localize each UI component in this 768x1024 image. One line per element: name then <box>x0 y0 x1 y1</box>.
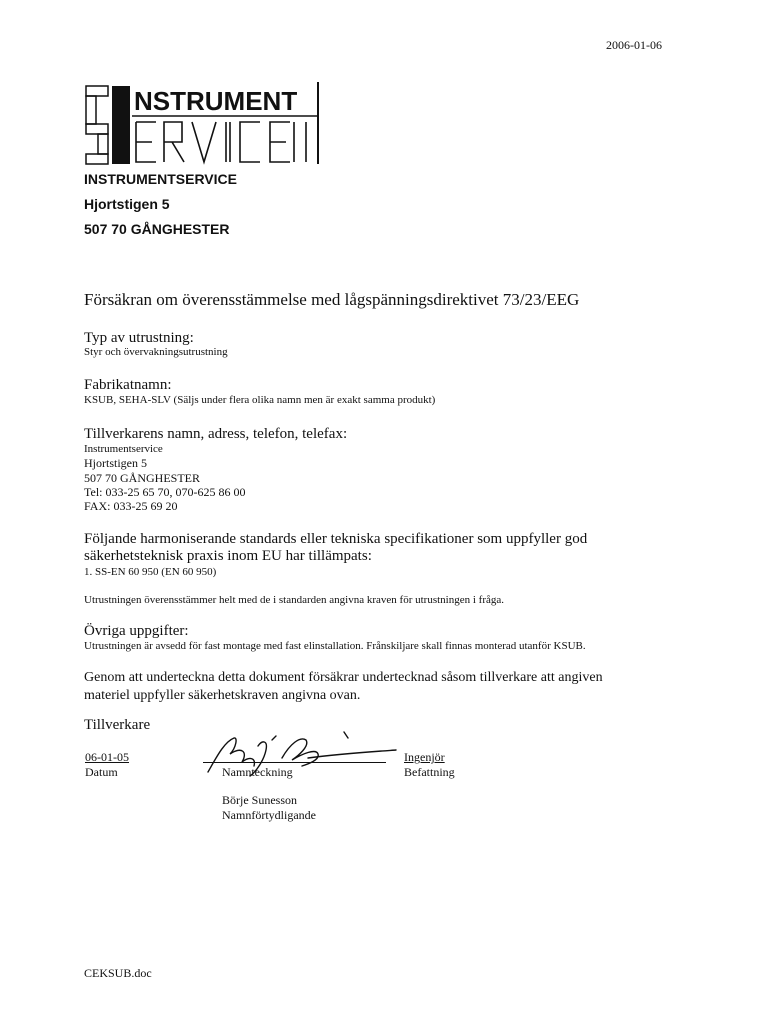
manufacturer-label: Tillverkarens namn, adress, telefon, telefax: <box>84 426 348 442</box>
signer-name: Börje Sunesson <box>222 793 297 807</box>
manufacturer-line: 507 70 GÅNGHESTER <box>84 471 200 485</box>
signature-date-value: 06-01-05 <box>85 750 129 764</box>
document-title: Försäkran om överensstämmelse med lågspänningsdirektivet 73/23/EEG <box>84 290 580 309</box>
compliance-statement: Utrustningen överensstämmer helt med de i standarden angivna kraven för utrustningen i fråga. <box>84 594 505 606</box>
company-name: INSTRUMENTSERVICE <box>84 171 237 187</box>
declaration-line-2: materiel uppfyller säkerhetskraven angivna ovan. <box>84 688 361 703</box>
standards-item: 1. SS-EN 60 950 (EN 60 950) <box>84 566 217 578</box>
equipment-type-value: Styr och övervakningsutrustning <box>84 346 228 358</box>
manufacturer-line: Hjortstigen 5 <box>84 456 147 470</box>
footer-filename: CEKSUB.doc <box>84 966 152 980</box>
brand-name-label: Fabrikatnamn: <box>84 377 172 393</box>
standards-line-2: säkerhetsteknisk praxis inom EU har tillämpats: <box>84 548 372 564</box>
signature-label: Namnteckning <box>222 765 293 779</box>
document-date: 2006-01-06 <box>606 38 662 52</box>
signature-line <box>203 762 386 763</box>
company-postal: 507 70 GÅNGHESTER <box>84 221 230 237</box>
company-street: Hjortstigen 5 <box>84 196 170 212</box>
job-title-value: Ingenjör <box>404 750 445 764</box>
standards-line-1: Följande harmoniserande standards eller tekniska specifikationer som uppfyller god <box>84 531 588 547</box>
manufacturer-line: Tel: 033-25 65 70, 070-625 86 00 <box>84 485 246 499</box>
instrumentservice-logo <box>84 80 320 166</box>
other-info-value: Utrustningen är avsedd för fast montage med fast elinstallation. Frånskiljare skall finnas monterad utanför KSUB. <box>84 640 586 652</box>
name-clarification-label: Namnförtydligande <box>222 808 316 822</box>
svg-text:NSTRUMENT: NSTRUMENT <box>134 86 298 116</box>
declaration-line-1: Genom att underteckna detta dokument försäkrar undertecknad såsom tillverkare att angiven <box>84 670 603 685</box>
manufacturer-line: Instrumentservice <box>84 443 163 455</box>
brand-name-value: KSUB, SEHA-SLV (Säljs under flera olika namn men är exakt samma produkt) <box>84 394 436 406</box>
other-info-label: Övriga uppgifter: <box>84 623 189 639</box>
job-title-label: Befattning <box>404 765 455 779</box>
manufacturer-role-label: Tillverkare <box>84 717 151 733</box>
signature-date-label: Datum <box>85 765 118 779</box>
manufacturer-line: FAX: 033-25 69 20 <box>84 499 178 513</box>
equipment-type-label: Typ av utrustning: <box>84 330 194 346</box>
